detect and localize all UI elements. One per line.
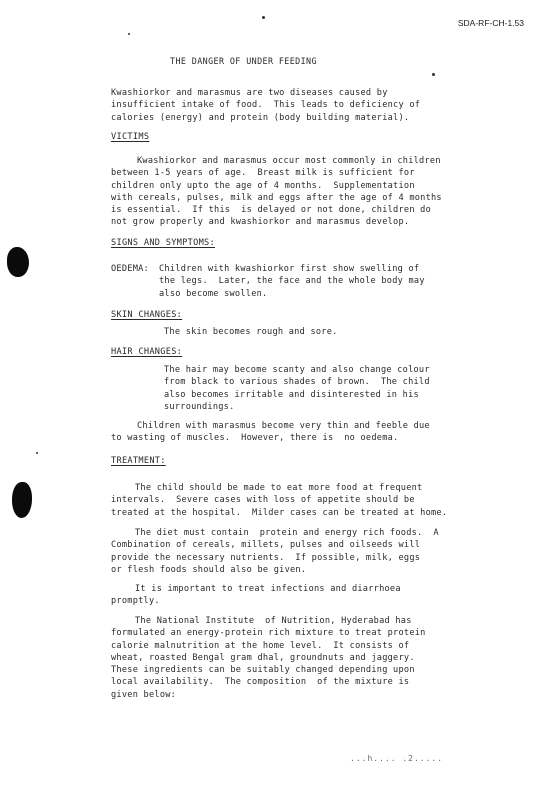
text-line: formulated an energy-protein rich mixture to treat protein xyxy=(111,628,426,639)
text-line: also becomes irritable and disinterested in his xyxy=(164,389,419,400)
text-line: surroundings. xyxy=(164,401,235,412)
treatment-heading: TREATMENT: xyxy=(111,456,166,466)
text-line: The child should be made to eat more food at frequent xyxy=(135,483,423,493)
treatment-paragraph-3 xyxy=(111,583,401,608)
oedema-label: OEDEMA: xyxy=(111,264,149,274)
text-line: wheat, roasted Bengal gram dhal, groundnuts and jaggery. xyxy=(111,652,415,663)
text-line: The skin becomes rough and sore. xyxy=(164,327,338,337)
text-line: promptly. xyxy=(111,596,160,607)
signs-and-symptoms-heading: SIGNS AND SYMPTOMS: xyxy=(111,238,216,248)
oedema-paragraph xyxy=(159,263,425,300)
text-line: Combination of cereals, millets, pulses and oilseeds will xyxy=(111,540,421,551)
text-line: It is important to treat infections and diarrhoea xyxy=(135,584,401,594)
text-line: the legs. Later, the face and the whole body may xyxy=(159,276,425,287)
text-line: Kwashiorkor and marasmus are two diseases caused by xyxy=(111,88,388,98)
treatment-paragraph-4 xyxy=(111,615,426,701)
text-line: between 1-5 years of age. Breast milk is sufficient for xyxy=(111,168,415,179)
text-line: also become swollen. xyxy=(159,288,268,299)
victims-heading: VICTIMS xyxy=(111,132,150,142)
text-line: calorie malnutrition at the home level. It consists of xyxy=(111,640,410,651)
treatment-paragraph-1 xyxy=(111,482,447,519)
text-line: is essential. If this is delayed or not done, children do xyxy=(111,205,432,216)
skin-changes-paragraph xyxy=(164,326,338,338)
text-line: not grow properly and kwashiorkor and marasmus develop. xyxy=(111,217,410,228)
text-line: children only upto the age of 4 months. Supplementation xyxy=(111,180,415,191)
text-line: The diet must contain protein and energy rich foods. A xyxy=(135,528,439,538)
text-line: provide the necessary nutrients. If possible, milk, eggs xyxy=(111,552,421,563)
text-line: or flesh foods should also be given. xyxy=(111,564,307,575)
treatment-paragraph-2 xyxy=(111,527,439,576)
text-line: given below: xyxy=(111,689,177,700)
document-reference-code: SDA-RF-CH-1.53 xyxy=(457,18,524,28)
text-line: The National Institute of Nutrition, Hyderabad has xyxy=(135,616,412,626)
text-line: with cereals, pulses, milk and eggs after the age of 4 months xyxy=(111,192,442,203)
marasmus-paragraph xyxy=(111,420,430,445)
ink-speck xyxy=(36,452,38,454)
text-line: treated at the hospital. Milder cases can be treated at home. xyxy=(111,507,448,518)
ink-speck xyxy=(262,16,265,19)
intro-paragraph xyxy=(111,87,420,124)
text-line: Children with kwashiorkor first show swelling of xyxy=(159,264,420,274)
text-line: intervals. Severe cases with loss of appetite should be xyxy=(111,495,415,506)
text-line: to wasting of muscles. However, there is no oedema. xyxy=(111,433,399,444)
victims-paragraph xyxy=(111,155,442,229)
text-line: insufficient intake of food. This leads to deficiency of xyxy=(111,100,421,111)
hair-changes-paragraph xyxy=(164,364,430,413)
text-line: calories (energy) and protein (body building material). xyxy=(111,112,410,123)
text-line: Kwashiorkor and marasmus occur most commonly in children xyxy=(137,156,441,166)
punch-hole-mark-lower xyxy=(12,482,32,518)
punch-hole-mark-upper xyxy=(7,247,29,277)
text-line: from black to various shades of brown. The child xyxy=(164,377,430,388)
skin-changes-heading: SKIN CHANGES: xyxy=(111,310,183,320)
document-title: THE DANGER OF UNDER FEEDING xyxy=(170,56,317,66)
text-line: The hair may become scanty and also change colour xyxy=(164,365,430,375)
ink-speck xyxy=(432,73,435,76)
text-line: These ingredients can be suitably changed depending upon xyxy=(111,665,415,676)
text-line: local availability. The composition of the mixture is xyxy=(111,677,410,688)
text-line: Children with marasmus become very thin and feeble due xyxy=(137,421,430,431)
ink-speck xyxy=(128,33,130,35)
faint-footer-marks: ...h.... .2..... xyxy=(350,754,444,763)
hair-changes-heading: HAIR CHANGES: xyxy=(111,347,183,357)
